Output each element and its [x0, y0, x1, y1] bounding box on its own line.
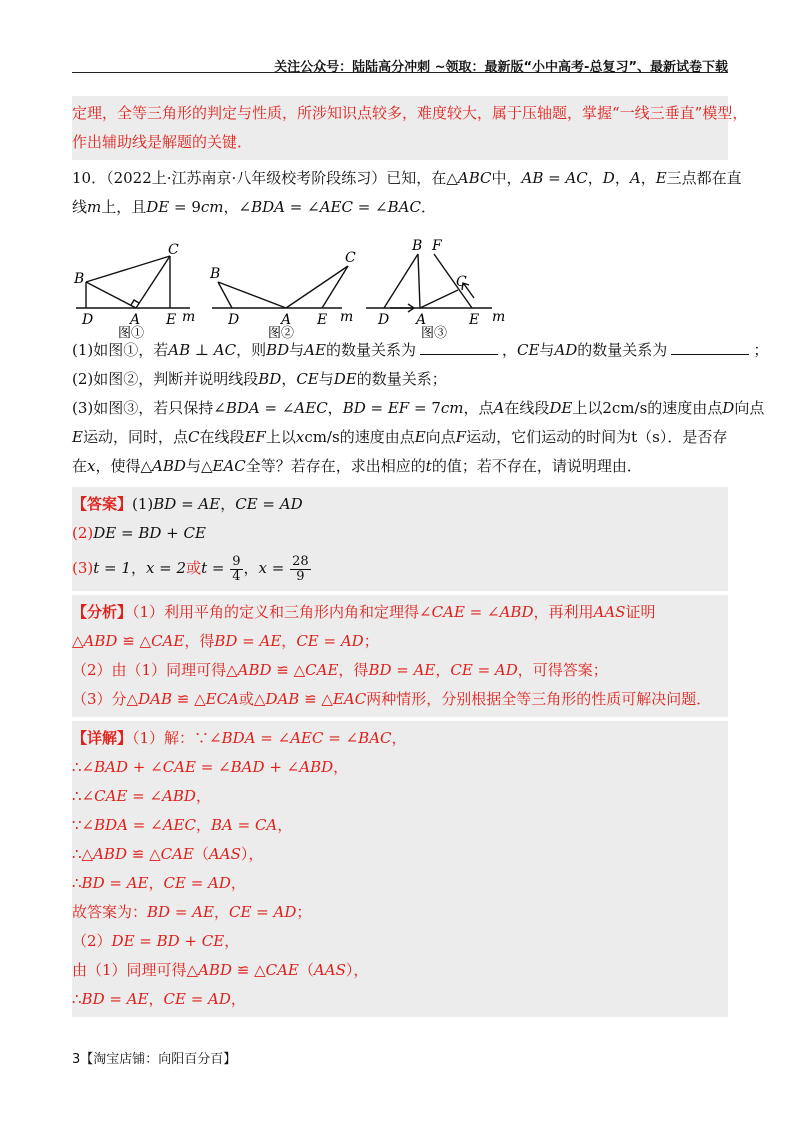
math-text: EAC [212, 457, 246, 475]
text: ， [230, 874, 246, 892]
math-text: CE = AD [235, 495, 303, 513]
math-text: E [414, 428, 426, 446]
text: = ∠ [352, 198, 388, 216]
text: ， [281, 632, 297, 650]
text: = ∠ [255, 729, 291, 747]
text: ，使得 [95, 457, 141, 475]
text: ， [614, 169, 630, 187]
answer-line-2 [72, 519, 728, 548]
text: 上，且 [101, 198, 147, 216]
detail-tag: 【详解】 [72, 729, 133, 747]
math-text: CAE [162, 758, 196, 776]
math-text: BA = CA [210, 816, 278, 834]
question-3-line-2 [72, 423, 728, 452]
text: （2）由（1）同理可得△ [72, 661, 238, 679]
math-text: AB ⊥ AC [168, 341, 237, 359]
text: ，点 [463, 399, 494, 417]
math-text: EF [244, 428, 266, 446]
text: ； [753, 341, 769, 359]
text: (3)如图③，若只保持∠ [72, 399, 226, 417]
text: 向点 [734, 399, 765, 417]
math-text: ABD [299, 758, 334, 776]
math-text: x = 2 [145, 559, 187, 577]
fig1-label-E: E [166, 312, 177, 328]
fig1-segment-AC [136, 256, 170, 308]
math-text: BD = AE [147, 903, 214, 921]
fig2-segment-CE [322, 266, 348, 308]
fig1-label-B: B [74, 271, 85, 287]
fraction-9-4 [230, 555, 242, 584]
problem-number: 10． [72, 169, 107, 187]
math-text: BDA [221, 729, 256, 747]
text: ， [333, 758, 349, 776]
text: ∴△ [72, 845, 94, 863]
fig2-label-E: E [317, 312, 328, 328]
math-text: x [87, 457, 96, 475]
analysis-tag: 【分析】 [72, 603, 133, 621]
fig2-label-m: m [340, 309, 354, 325]
answer-block [72, 487, 728, 591]
math-text: ABD [198, 961, 232, 979]
fig3-segment-AC [420, 290, 458, 308]
text: ≌ △ [126, 845, 161, 863]
math-text: CAE [160, 845, 194, 863]
fraction-numerator: 28 [292, 553, 309, 569]
math-text: BD = AE [153, 495, 221, 513]
math-text: CE = AD [163, 990, 231, 1008]
fig2-caption: 图② [268, 326, 295, 341]
math-text: BDA [225, 399, 260, 417]
math-text: D [602, 169, 615, 187]
text: (1)如图①，若 [72, 341, 169, 359]
text: ，得 [338, 661, 369, 679]
fraction-28-9 [290, 555, 311, 584]
math-text: E [72, 428, 83, 446]
intro-line-2: 作出辅助线是解题的关键． [72, 133, 253, 151]
math-text: C [187, 428, 200, 446]
text: （3）分△ [72, 690, 139, 708]
math-text: BD = AE [214, 632, 282, 650]
text: 与 [539, 341, 555, 359]
math-text: AE [304, 341, 326, 359]
text: ， [230, 990, 246, 1008]
detail-line-6 [72, 869, 728, 898]
fig3-label-m: m [492, 309, 506, 325]
math-text: AEC [294, 399, 328, 417]
detail-line-8 [72, 927, 728, 956]
text: = ∠ [128, 816, 163, 834]
math-text: AC [565, 169, 588, 187]
math-text: CAE [431, 603, 465, 621]
text: 由（1）同理可得△ [72, 961, 199, 979]
fig1-label-A: A [130, 312, 141, 328]
text: = ∠ [285, 198, 320, 216]
math-text: EAC [332, 690, 367, 708]
math-text: AAS [313, 961, 346, 979]
text: ， [130, 559, 146, 577]
figure-3-diagram [366, 254, 492, 312]
math-text: DE = BD + CE [93, 524, 206, 542]
math-text: BD = AE [81, 874, 149, 892]
problem-line-1 [72, 164, 742, 193]
math-text: BD [342, 399, 366, 417]
text: ，∠ [223, 198, 252, 216]
question-2 [72, 365, 728, 394]
text: ∵∠ [72, 816, 95, 834]
text: ， [213, 903, 229, 921]
fraction-numerator: 9 [232, 553, 241, 569]
text: ， [640, 169, 656, 187]
fig2-label-D: D [228, 312, 240, 328]
triangle-symbol: △ [140, 457, 153, 475]
math-text: CE = AD [450, 661, 518, 679]
math-text: AEC [162, 816, 196, 834]
problem-line-2 [72, 193, 728, 222]
text: ， [148, 874, 164, 892]
text: 向点 [425, 428, 456, 446]
answer-blank-1[interactable] [420, 340, 498, 355]
fig3-segment-BD [384, 254, 418, 308]
math-text: CAE [305, 661, 339, 679]
detail-line-4 [72, 811, 728, 840]
math-text: BAC [358, 729, 392, 747]
text: ）， [345, 961, 369, 979]
math-text: ABD [83, 632, 118, 650]
math-text: A [629, 169, 641, 187]
text: = ∠ [127, 787, 163, 805]
fig3-label-D: D [378, 312, 390, 328]
text: ，再利用 [533, 603, 594, 621]
intro-line-1: 定理，全等三角形的判定与性质，所涉知识点较多，难度较大，属于压轴题，掌握“一线三垂直”模型， [72, 104, 748, 122]
text: ． [420, 198, 436, 216]
problem-source: （2022上·江苏南京·八年级校考阶段练习）已知，在 [106, 169, 447, 187]
detail-line-10 [72, 985, 728, 1014]
text: 上以 [265, 428, 296, 446]
math-text: CE = AD [228, 903, 297, 921]
text: (3) [72, 559, 94, 577]
figure-2-diagram [212, 266, 348, 308]
math-text: ABD [152, 457, 186, 475]
text: ，可得答案； [517, 661, 608, 679]
text: ， [501, 341, 517, 359]
math-text: BAC [387, 198, 421, 216]
math-text: t = [201, 559, 230, 577]
text: ，则 [236, 341, 267, 359]
text: 在 [72, 457, 88, 475]
text: 两种情形，分别根据全等三角形的性质可解决问题． [366, 690, 712, 708]
text: = [543, 169, 566, 187]
analysis-line-1 [72, 598, 728, 627]
text: 的数量关系为 [577, 341, 668, 359]
text: cm/s的速度由点 [304, 428, 415, 446]
text: ，得 [184, 632, 215, 650]
text: ≌ △ [117, 632, 152, 650]
text: ， [277, 816, 293, 834]
fig1-segment-BC [86, 256, 170, 282]
fig3-segment-BA [418, 254, 420, 308]
text: （1）利用平角的定义和三角形内角和定理得∠ [132, 603, 432, 621]
math-text: CE [296, 370, 319, 388]
fraction-denominator: 9 [296, 568, 305, 584]
text: 线 [72, 198, 88, 216]
fig3-label-B: B [412, 238, 423, 254]
fig1-segment-BA [86, 282, 136, 308]
answer-blank-2[interactable] [671, 340, 749, 355]
detail-line-3 [72, 782, 728, 811]
text: 的数量关系为 [325, 341, 416, 359]
fig3-label-E: E [469, 312, 480, 328]
analysis-line-2 [72, 627, 728, 656]
math-text: x = [258, 559, 290, 577]
text: 与 [289, 341, 305, 359]
math-text: AD [554, 341, 578, 359]
page-header: 关注公众号：陆陆高分冲刺 ~领取：最新版“小中高考-总复习”、最新试卷下载 [274, 60, 728, 75]
header-rule [72, 72, 728, 73]
math-text: BAD [230, 758, 265, 776]
fig1-label-m: m [182, 309, 196, 325]
math-text: BD = AE [368, 661, 436, 679]
math-text: ABD [162, 787, 196, 805]
fig3-label-C: C [456, 274, 467, 290]
text: 中， [491, 169, 522, 187]
text: = ∠ [323, 729, 359, 747]
text: ， [148, 990, 164, 1008]
fig3-label-A: A [416, 312, 427, 328]
text: = [365, 399, 388, 417]
answer-line-1 [72, 490, 728, 519]
fig1-label-C: C [168, 242, 179, 258]
math-text: BAD [94, 758, 129, 776]
text: + ∠ [264, 758, 300, 776]
text: ≌ △ [271, 661, 306, 679]
text: ， [281, 370, 297, 388]
text: ）， [240, 845, 264, 863]
math-text: CE = AD [163, 874, 231, 892]
text: 运动，它们运动的时间为t（s）．是否存 [466, 428, 728, 446]
text: ∴ [72, 874, 82, 892]
analysis-line-4 [72, 685, 728, 714]
text: ， [243, 559, 259, 577]
text: ； [363, 632, 379, 650]
fig1-label-D: D [82, 312, 94, 328]
text: ∴∠ [72, 787, 95, 805]
detail-line-1 [72, 724, 728, 753]
math-text: DE [549, 399, 573, 417]
text: 故答案为： [72, 903, 148, 921]
text: = ∠ [464, 603, 500, 621]
text: ∴ [72, 990, 82, 1008]
text: ≌ △ [171, 690, 206, 708]
detail-line-7 [72, 898, 728, 927]
text: （ [193, 845, 209, 863]
math-text: E [655, 169, 667, 187]
detail-block [72, 721, 728, 1017]
math-text: DE [146, 198, 170, 216]
math-text: ABD [499, 603, 534, 621]
text: 在线段 [199, 428, 245, 446]
detail-line-2 [72, 753, 728, 782]
text: （ [298, 961, 314, 979]
math-text: BD = AE [81, 990, 149, 1008]
answer-tag: 【答案】 [72, 495, 133, 513]
text: 或△ [238, 690, 266, 708]
text: 的值；若不存在，请说明理由． [431, 457, 642, 475]
text: 或 [186, 559, 202, 577]
math-text: ABD [237, 661, 272, 679]
text: = ∠ [195, 758, 231, 776]
detail-line-5 [72, 840, 728, 869]
math-text: t = 1 [93, 559, 131, 577]
math-text: BD [258, 370, 282, 388]
text: + ∠ [128, 758, 163, 776]
math-text: cm [200, 198, 224, 216]
text: ， [327, 399, 343, 417]
detail-line-9 [72, 956, 728, 985]
text: ， [391, 729, 407, 747]
math-text: DE = BD + CE [111, 932, 225, 950]
math-text: EF [387, 399, 410, 417]
figure-1-diagram [76, 256, 190, 308]
intro-block [72, 96, 748, 160]
text: (2)如图②，判断并说明线段 [72, 370, 259, 388]
question-1 [72, 336, 769, 365]
math-text: CE = AD [296, 632, 364, 650]
text: (1) [132, 495, 154, 513]
text: 全等？若存在，求出相应的 [245, 457, 426, 475]
text: （1）解：∵∠ [132, 729, 222, 747]
math-text: DAB [265, 690, 300, 708]
page-content [72, 96, 769, 1017]
fig2-label-B: B [210, 266, 221, 282]
math-text: AEC [290, 729, 324, 747]
math-text: BD [266, 341, 290, 359]
math-text: A [493, 399, 505, 417]
question-3-line-1 [72, 394, 765, 423]
fig2-segment-AC [286, 266, 348, 308]
text: 三点都在直 [666, 169, 742, 187]
triangle-symbol: △ [200, 457, 213, 475]
text: ， [195, 816, 211, 834]
text: 证明 [625, 603, 656, 621]
text: 在线段 [504, 399, 550, 417]
triangle-symbol: △ [446, 169, 458, 187]
math-text: ECA [205, 690, 239, 708]
figures-row [72, 224, 728, 341]
fraction-denominator: 4 [232, 568, 241, 584]
text: (2) [72, 524, 94, 542]
math-text: F [455, 428, 467, 446]
math-text: x [295, 428, 305, 446]
text: = 9 [169, 198, 201, 216]
geometry-figures [72, 224, 532, 341]
text: 上以2cm/s的速度由点 [572, 399, 723, 417]
text: 与 [318, 370, 334, 388]
math-text: cm [440, 399, 464, 417]
text: ， [220, 495, 236, 513]
text: ， [195, 787, 211, 805]
math-text: m [87, 198, 102, 216]
math-text: t [425, 457, 432, 475]
math-text: CAE [265, 961, 299, 979]
fig3-caption: 图③ [421, 326, 448, 341]
fig2-segment-BA [218, 282, 286, 308]
text: 运动，同时，点 [82, 428, 188, 446]
answer-line-3 [72, 548, 728, 588]
math-text: AB [521, 169, 544, 187]
text: ， [224, 932, 240, 950]
math-text: BDA [251, 198, 285, 216]
text: ， [587, 169, 603, 187]
math-text: ABC [457, 169, 492, 187]
text: （2） [72, 932, 112, 950]
math-text: DAB [138, 690, 172, 708]
analysis-line-3 [72, 656, 728, 685]
text: ∴∠ [72, 758, 95, 776]
math-text: AEC [319, 198, 353, 216]
fig3-label-F: F [432, 238, 442, 254]
math-text: CAE [151, 632, 185, 650]
text: = ∠ [259, 399, 295, 417]
math-text: ABD [93, 845, 127, 863]
text: 与 [185, 457, 201, 475]
text: ≌ △ [231, 961, 266, 979]
fig1-caption: 图① [118, 326, 145, 341]
page-footer: 3【淘宝店铺：向阳百分百】 [72, 1052, 237, 1067]
text: ≌ △ [299, 690, 333, 708]
math-text: D [722, 399, 735, 417]
math-text: AAS [208, 845, 241, 863]
triangle-symbol: △ [72, 632, 84, 650]
fig2-label-A: A [281, 312, 292, 328]
math-text: CE [516, 341, 540, 359]
math-text: CAE [94, 787, 128, 805]
math-text: BDA [94, 816, 129, 834]
text: 的数量关系； [356, 370, 447, 388]
question-3-line-3 [72, 452, 728, 481]
text: ， [435, 661, 451, 679]
text: ； [296, 903, 312, 921]
analysis-block [72, 595, 728, 717]
math-text: DE [333, 370, 357, 388]
text: = 7 [409, 399, 441, 417]
fig2-label-C: C [345, 250, 356, 266]
math-text: AAS [593, 603, 626, 621]
